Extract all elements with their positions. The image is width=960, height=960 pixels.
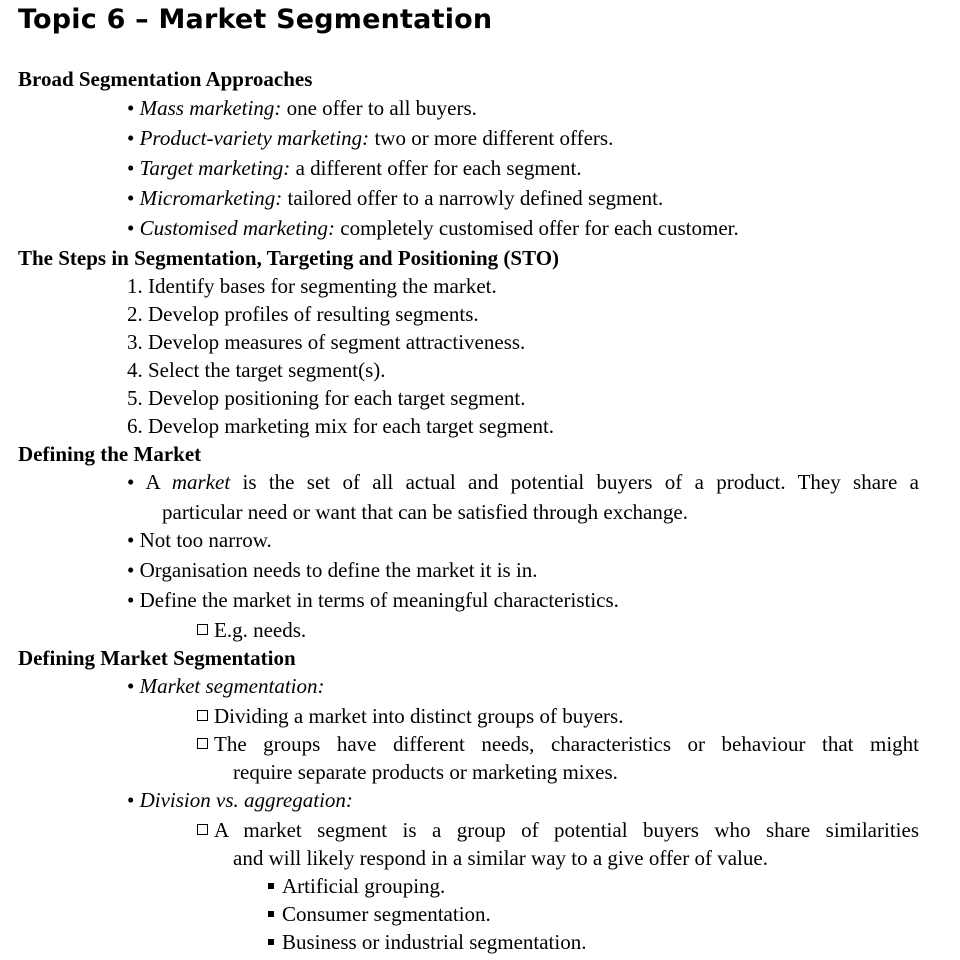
heading-steps-sto: The Steps in Segmentation, Targeting and Positioning (STO) xyxy=(18,246,560,270)
list-item xyxy=(127,469,919,495)
square-bullet-icon xyxy=(197,624,208,635)
term: Product-variety marketing: xyxy=(139,126,370,150)
list-item: • Market segmentation: xyxy=(127,674,325,698)
item-text: two or more different offers. xyxy=(369,126,614,150)
item-text: a different offer for each segment. xyxy=(290,156,582,180)
list-item-continuation: particular need or want that can be satisfied through exchange. xyxy=(162,500,688,524)
square-bullet-icon xyxy=(197,738,208,749)
item-text: Consumer segmentation. xyxy=(282,902,491,926)
list-item: • Organisation needs to define the market it is in. xyxy=(127,558,538,582)
step-item: 5. Develop positioning for each target segment. xyxy=(127,386,526,410)
list-item: • Mass marketing: one offer to all buyers. xyxy=(127,96,477,120)
item-text: Artificial grouping. xyxy=(282,874,446,898)
term: Market segmentation: xyxy=(139,674,325,698)
filled-square-bullet-icon xyxy=(268,939,274,945)
item-text: one offer to all buyers. xyxy=(281,96,477,120)
sub-list-item xyxy=(197,703,623,729)
term: Target marketing: xyxy=(139,156,291,180)
term: Micromarketing: xyxy=(139,186,283,210)
step-item: 3. Develop measures of segment attractiveness. xyxy=(127,330,526,354)
term: Division vs. aggregation: xyxy=(139,788,353,812)
item-text: A market segment is a group of potential buyers who share similarities xyxy=(214,818,919,842)
list-item: • Customised marketing: completely customised offer for each customer. xyxy=(127,216,739,240)
sub-sub-list-item xyxy=(268,873,445,899)
sub-list-item-continuation: require separate products or marketing mixes. xyxy=(233,760,618,784)
square-bullet-icon xyxy=(197,824,208,835)
step-item: 4. Select the target segment(s). xyxy=(127,358,386,382)
heading-defining-market: Defining the Market xyxy=(18,442,202,466)
heading-broad-segmentation: Broad Segmentation Approaches xyxy=(18,67,313,91)
list-item: • Product-variety marketing: two or more different offers. xyxy=(127,126,614,150)
list-item: • Not too narrow. xyxy=(127,528,272,552)
item-text: is the set of all actual and potential buyers of a product. They share a xyxy=(230,470,919,494)
term: market xyxy=(171,470,231,494)
sub-list-item xyxy=(197,731,919,757)
step-item: 1. Identify bases for segmenting the market. xyxy=(127,274,497,298)
square-bullet-icon xyxy=(197,710,208,721)
item-text: completely customised offer for each customer. xyxy=(335,216,739,240)
list-item: • Division vs. aggregation: xyxy=(127,788,353,812)
list-item: • Micromarketing: tailored offer to a narrowly defined segment. xyxy=(127,186,664,210)
step-item: 2. Develop profiles of resulting segments. xyxy=(127,302,479,326)
term: Customised marketing: xyxy=(139,216,336,240)
list-item: • Define the market in terms of meaningful characteristics. xyxy=(127,588,619,612)
item-text: Dividing a market into distinct groups of buyers. xyxy=(214,704,624,728)
list-item: • Target marketing: a different offer for each segment. xyxy=(127,156,582,180)
step-item: 6. Develop marketing mix for each target segment. xyxy=(127,414,555,438)
term: Mass marketing: xyxy=(139,96,282,120)
page-title: Topic 6 – Market Segmentation xyxy=(18,4,493,35)
item-text: tailored offer to a narrowly defined segment. xyxy=(282,186,664,210)
item-text: The groups have different needs, characteristics or behaviour that might xyxy=(214,732,919,756)
sub-list-item xyxy=(197,617,306,643)
heading-defining-segmentation: Defining Market Segmentation xyxy=(18,646,296,670)
filled-square-bullet-icon xyxy=(268,883,274,889)
sub-list-item xyxy=(197,817,919,843)
item-text: E.g. needs. xyxy=(214,618,307,642)
sub-sub-list-item xyxy=(268,929,586,955)
sub-list-item-continuation: and will likely respond in a similar way to a give offer of value. xyxy=(233,846,768,870)
sub-sub-list-item xyxy=(268,901,491,927)
filled-square-bullet-icon xyxy=(268,911,274,917)
bullet-prefix: • A xyxy=(127,470,172,494)
item-text: Business or industrial segmentation. xyxy=(282,930,587,954)
